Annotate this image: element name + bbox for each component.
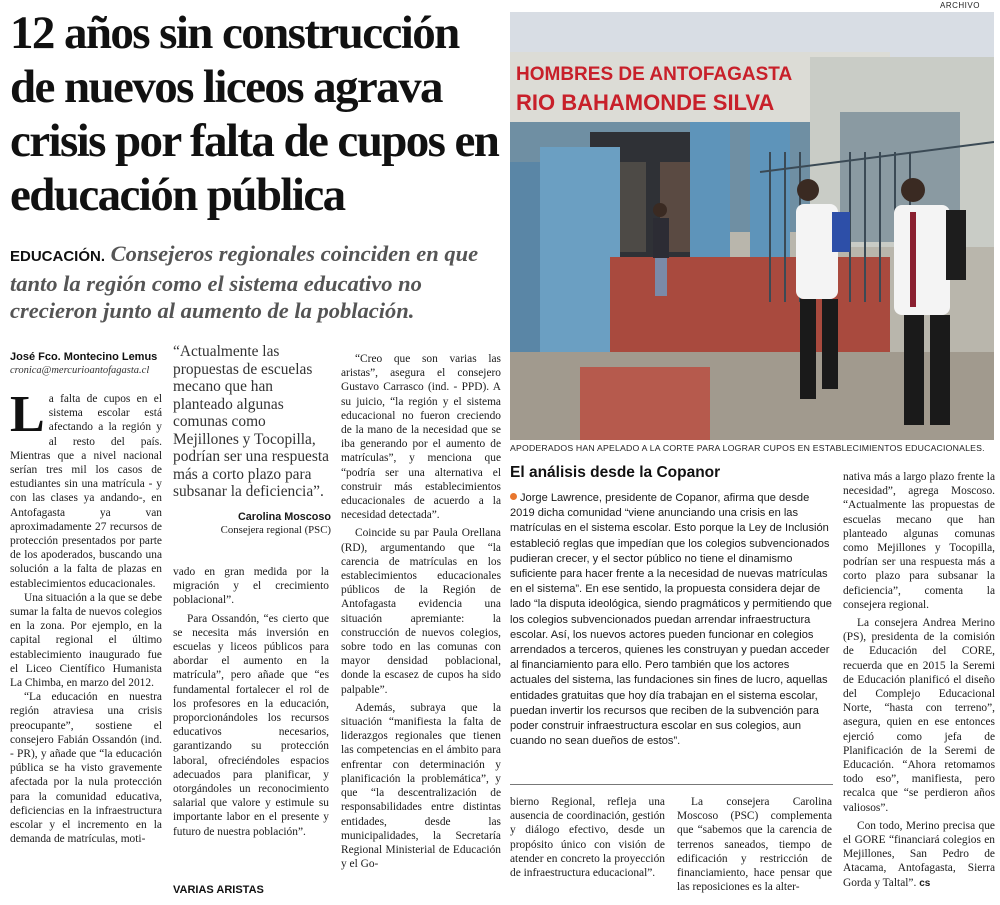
paragraph xyxy=(10,386,162,591)
pull-quote-author: Carolina Moscoso xyxy=(238,510,331,523)
deck xyxy=(10,240,502,324)
body-column-1 xyxy=(10,386,162,847)
paragraph-text: Con todo, Merino precisa que el GORE “financiará colegios en Mejillones, San Pedro de Atacama, Antofagasta, Sierra Gorda y Taltal”. xyxy=(843,819,995,889)
pull-quote-text: “Actualmente las propuestas de escuelas mecano que han planteado algunas comunas como Mejillones y Tocopilla, podrían ser una respuesta más a corto plazo para subsanar la deficiencia”. xyxy=(173,343,329,500)
body-column-4 xyxy=(510,795,665,880)
pull-quote xyxy=(173,343,331,536)
school-entrance-illustration xyxy=(510,12,994,440)
copanor-analysis-box xyxy=(510,464,833,785)
paragraph xyxy=(843,819,995,891)
paragraph: “Creo que son varias las aristas”, asegura el consejero Gustavo Carrasco (ind. - PPD). A su juicio, “la región y el sistema educacional no fueron creciendo de la mano de la necesidad que se iba generando por el aumento de matrículas”, y menciona que “podría ser una alternativa el construir más establecimientos educacionales de acuerdo a la necesidad detectada”. xyxy=(341,353,501,522)
paragraph: Coincide su par Paula Orellana (RD), argumentando que “la carencia de matrículas en los establecimientos educacionales públicos de la Región de Antofagasta evidencia una situación apremiante: la construcción de nuevos colegios, sobre todo en las comunas con mayor densidad poblacional, donde la escasez de cupos ha sido palpable”. xyxy=(341,527,501,696)
body-column-2 xyxy=(173,565,329,839)
bullet-dot-icon xyxy=(510,493,517,500)
paragraph: bierno Regional, refleja una ausencia de coordinación, gestión y diálogo efectivo, desde un propósito único con visión de atender en concreto la proyección de infraestructura educacional”. xyxy=(510,796,665,880)
box-text xyxy=(510,491,833,749)
byline-email: cronica@mercurioantofagasta.cl xyxy=(10,365,150,376)
byline xyxy=(10,351,170,376)
headline: 12 años sin construcción de nuevos liceos agrava crisis por falta de cupos en educación pública xyxy=(10,7,499,221)
subhead-varias-aristas: VARIAS ARISTAS xyxy=(173,884,264,896)
deck-text: Consejeros regionales coinciden en que tanto la región como el sistema educativo no crecieron junto al aumento de la población. xyxy=(10,241,479,323)
school-sign-line2: RIO BAHAMONDE SILVA xyxy=(516,90,775,115)
drop-cap: L xyxy=(10,386,45,443)
paragraph-text: a falta de cupos en el sistema escolar está afectando a la región y al resto del país. Mientras que a nivel nacional serían tres mil los casos de estudiantes sin una matrícula - y con las clases ya andando-, en Antofagasta ya van aproximadamente 27 recursos de protección presentados por parte de los apoderados, buscando una solución a la falta de plazas en establecimientos educacionales. xyxy=(10,393,162,590)
paragraph: “La educación en nuestra región atraviesa una crisis preocupante”, sostiene el consejero Fabián Ossandón (ind. - PR), y añade que “la educación pública se ha visto gravemente afectada por la nula protección para la comunidad educativa, deficiencias en la infraestructura escolar y el incremento en la demanda de matrículas, moti- xyxy=(10,691,162,846)
paragraph: La consejera Carolina Moscoso (PSC) complementa que “sabemos que la carencia de terrenos saneados, tiempo de edificación y restricción de financiamiento, hace pensar que las reposiciones es la alter- xyxy=(677,796,832,894)
photo-caption: APODERADOS HAN APELADO A LA CORTE PARA LOGRAR CUPOS EN ESTABLECIMIENTOS EDUCACIONALES. xyxy=(510,443,985,453)
school-sign-line1: HOMBRES DE ANTOFAGASTA xyxy=(516,64,793,85)
byline-name: José Fco. Montecino Lemus xyxy=(10,351,158,363)
paragraph: vado en gran medida por la migración y el crecimiento poblacional”. xyxy=(173,566,329,607)
photo-credit: ARCHIVO xyxy=(940,1,980,10)
box-title: El análisis desde la Copanor xyxy=(510,464,721,481)
paragraph: Además, subraya que la situación “manifiesta la falta de liderazgos regionales que tienen las competencias en el ámbito para enfrentar con determinación y planificación la problemática”, y que “la descentralización de responsabilidades entre distintas entidades, desde las municipalidades, la Secretaría Regional Ministerial de Educación y el Go- xyxy=(341,701,501,871)
body-column-3 xyxy=(341,352,501,871)
section-label: EDUCACIÓN. xyxy=(10,248,106,265)
body-column-5 xyxy=(677,795,832,894)
paragraph: Para Ossandón, “es cierto que se necesita más inversión en escuelas y liceos públicos para abordar el aumento en la matrícula”, pero añade que “es fundamental fortalecer el rol de los profesores en la educación, proporcionándoles los recursos educativos necesarios, garantizando su protección laboral, ofreciéndoles espacios adecuados para planificar, y otorgándoles un reconocimiento salarial que valore y estimule su importante labor en el presente y futuro de nuestra población”. xyxy=(173,612,329,838)
paragraph: La consejera Andrea Merino (PS), presidenta de la comisión de Educación del CORE, recuerda que en 2015 la Seremi de Educación planificó el diseño del Complejo Educacional Norte, “hasta con terreno”, asegura, quien en ese entonces ejerció como jefa de Planificación de la Seremi de Educación. “Ahora retomamos todo eso”, manifiesta, pero recalca que “se perdieron años valiosos”. xyxy=(843,617,995,814)
box-body: Jorge Lawrence, presidente de Copanor, afirma que desde 2019 dicha comunidad “viene anunciando una crisis en las matrículas en el sistema escolar. Esto porque la Ley de Inclusión estableció reglas que impedían que los colegios subvencionados pudieran crecer, y el sector público no tiene el dinamismo suficiente para hacer frente a la necesidad de nuevas matrículas en el sistema”. En ese sentido, la propuesta considera dejar de lado “la disputa ideológica, siendo pragmáticos y permitiendo que los colegios subvencionados puedan arrendar infraestructura escolar. Así, los nuevos actores pueden funcionar en colegios arrendados a terceros, quienes les construyan y puedan acceder al financiamiento para ello. Pero también que los actores actuales del sistema, las fundaciones sin fines de lucro, aquellas entidades gratuitas que hoy día trabajan en el sistema escolar, puedan invertir los recursos que reciben de la subvención para poder construir infraestructura escolar en sus colegios, aun cuando no sean dueños de estos”. xyxy=(510,492,832,748)
end-mark: cs xyxy=(919,877,931,889)
paragraph: nativa más a largo plazo frente la necesidad”, agrega Moscoso. “Actualmente las propuestas de escuelas mecano que han planteado algunas comunas como Mejillones y Tocopilla, podrían ser una respuesta más a corto plazo para subsanar la deficiencia”, comenta la consejera regional. xyxy=(843,471,995,611)
paragraph: Una situación a la que se debe sumar la falta de nuevos colegios en la zona. Por ejemplo, en la capital regional el último establecimiento inaugurado fue el Liceo Científico Humanista La Chimba, en marzo del 2012. xyxy=(10,591,162,690)
school-photo xyxy=(510,12,994,440)
pull-quote-role: Consejera regional (PSC) xyxy=(220,523,331,536)
body-column-6 xyxy=(843,470,995,891)
